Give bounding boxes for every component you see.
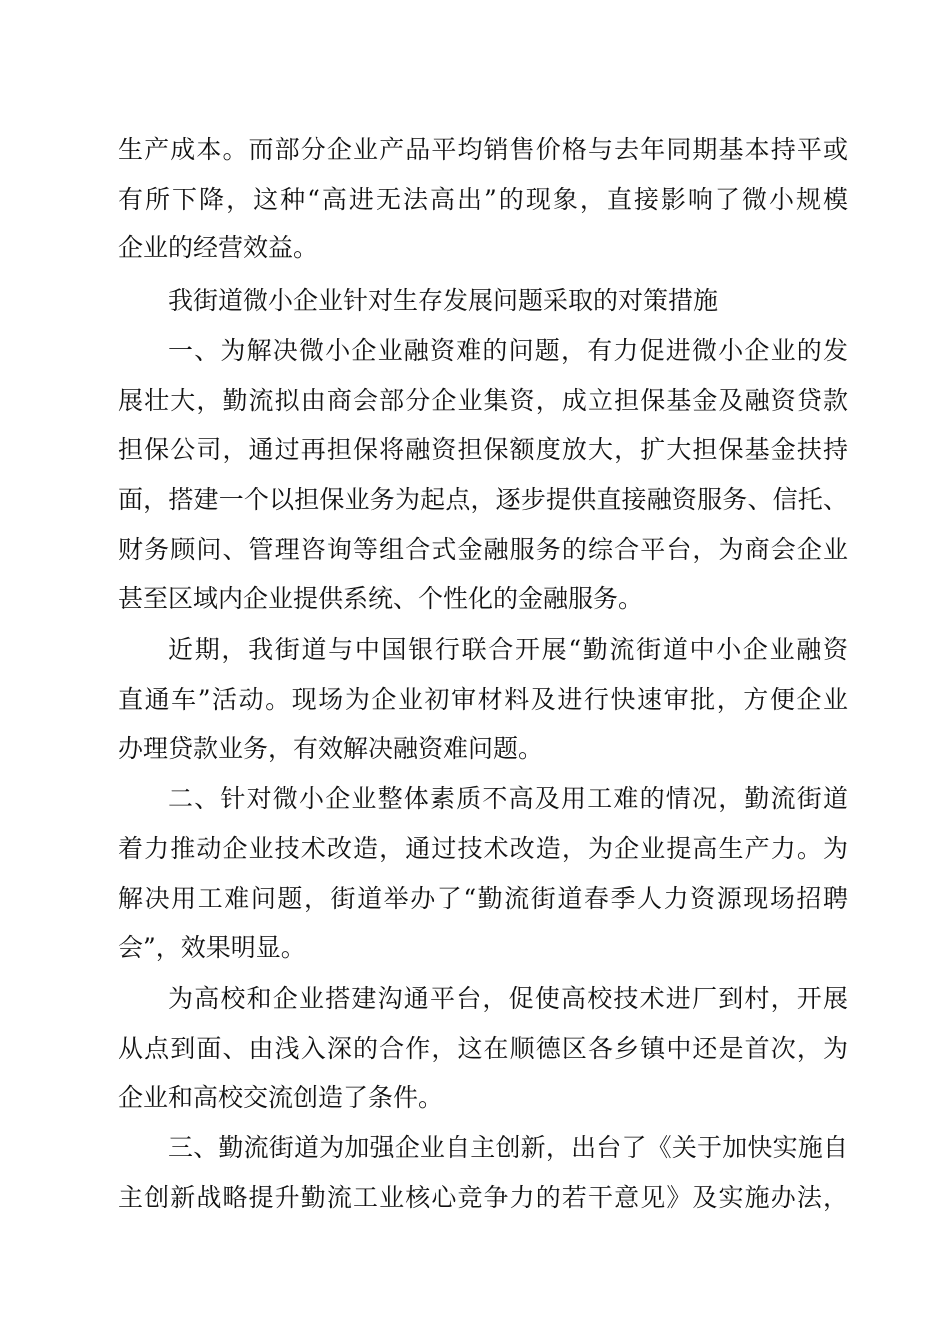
text-line: 企业的经营效益。 (118, 233, 319, 262)
text-line: 有所下降，这种“高进无法高出”的现象，直接影响了微小规模 (118, 185, 848, 214)
text-line: 企业和高校交流创造了条件。 (118, 1083, 444, 1112)
section-heading: 我街道微小企业针对生存发展问题采取的对策措施 (168, 286, 719, 315)
text-line: 会”，效果明显。 (118, 933, 306, 962)
text-line: 着力推动企业技术改造，通过技术改造，为企业提高生产力。为 (118, 834, 848, 863)
text-line: 直通车”活动。现场为企业初审材料及进行快速审批，方便企业 (118, 685, 848, 714)
text-line: 展壮大，勤流拟由商会部分企业集资，成立担保基金及融资贷款 (118, 386, 848, 415)
text-line: 三、勤流街道为加强企业自主创新，出台了《关于加快实施自 (168, 1133, 848, 1162)
text-line: 二、针对微小企业整体素质不高及用工难的情况，勤流街道 (168, 784, 848, 813)
text-line: 担保公司，通过再担保将融资担保额度放大，扩大担保基金扶持 (118, 435, 848, 464)
text-line: 办理贷款业务，有效解决融资难问题。 (118, 734, 544, 763)
text-line: 面，搭建一个以担保业务为起点，逐步提供直接融资服务、信托、 (118, 485, 848, 514)
text-line: 一、为解决微小企业融资难的问题，有力促进微小企业的发 (168, 336, 848, 365)
text-line: 生产成本。而部分企业产品平均销售价格与去年同期基本持平或 (118, 135, 848, 164)
text-line: 主创新战略提升勤流工业核心竞争力的若干意见》及实施办法， (118, 1183, 848, 1212)
text-line: 解决用工难问题，街道举办了“勤流街道春季人力资源现场招聘 (118, 884, 848, 913)
text-line: 财务顾问、管理咨询等组合式金融服务的综合平台，为商会企业 (118, 535, 848, 564)
text-line: 为高校和企业搭建沟通平台，促使高校技术进厂到村，开展 (168, 984, 848, 1013)
text-line: 近期，我街道与中国银行联合开展“勤流街道中小企业融资 (168, 635, 848, 664)
text-line: 从点到面、由浅入深的合作，这在顺德区各乡镇中还是首次，为 (118, 1034, 848, 1063)
text-line: 甚至区域内企业提供系统、个性化的金融服务。 (118, 584, 644, 613)
